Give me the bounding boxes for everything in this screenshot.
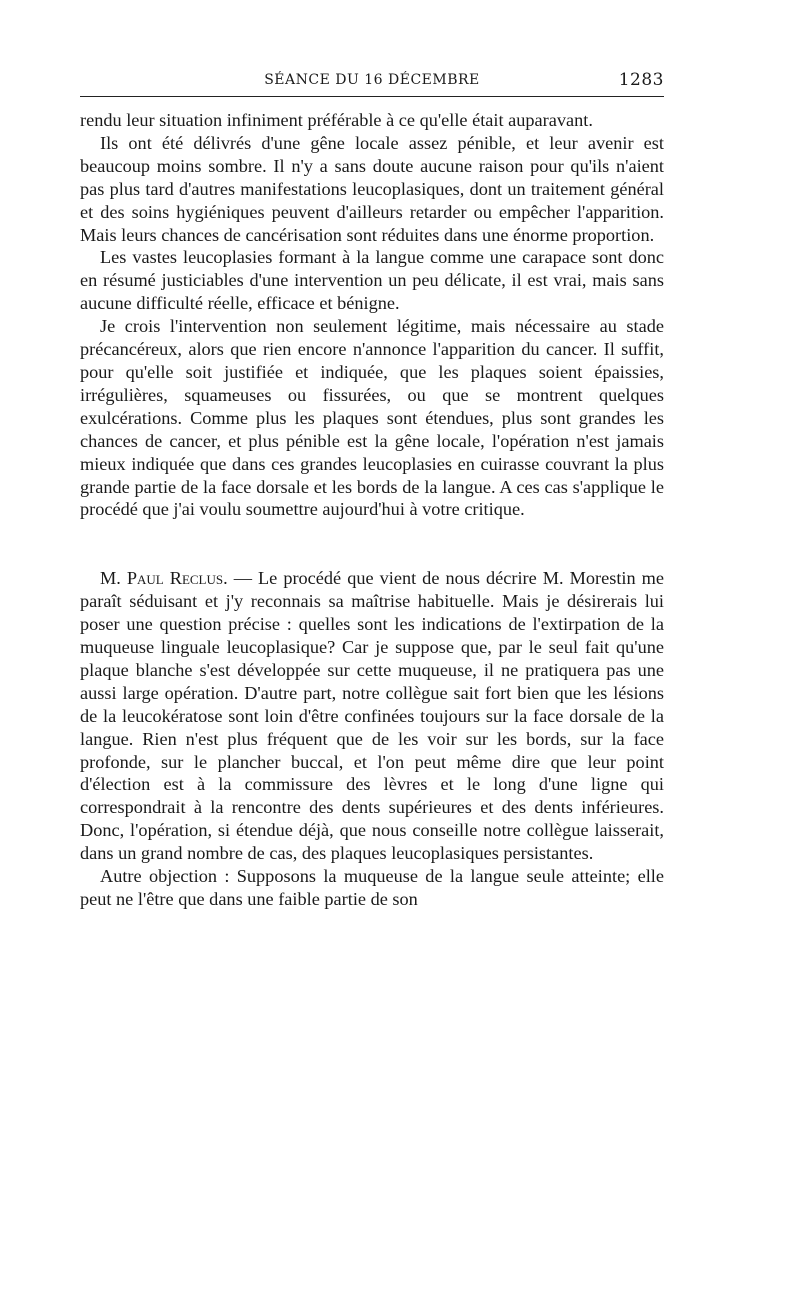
running-head — [80, 62, 664, 97]
paragraph-2: Ils ont été délivrés d'une gêne locale assez pénible, et leur avenir est beaucoup moins sombre. Il n'y a sans doute aucune raison pour qu'ils n'aient pas plus tard d'autres manifestations leucoplasiques, dont un traitement général et des soins hygiéniques peuvent d'ailleurs retarder ou empêcher l'apparition. Mais leurs chances de cancérisation sont réduites dans une énorme proportion. — [80, 132, 664, 245]
closing-paragraph: Autre objection : Supposons la muqueuse de la langue seule atteinte; elle peut ne l'être que dans une faible partie de son — [80, 866, 664, 909]
body-text — [80, 109, 664, 911]
speech-paragraph — [80, 567, 664, 865]
paragraph-4: Je crois l'intervention non seulement légitime, mais nécessaire au stade précancéreux, alors que rien encore n'annonce l'apparition du cancer. Il suffit, pour qu'elle soit justifiée et indiquée, que les plaques soient épaissies, irrégulières, squameuses ou fissurées, ou que se montrent quelques exulcérations. Comme plus les plaques sont étendues, plus sont grandes les chances de cancer, et plus pénible est la gêne locale, l'opération n'est jamais mieux indiquée que dans ces grandes leucoplasies en cuirasse couvrant la plus grande partie de la face dorsale et les bords de la langue. A ces cas s'applique le procédé que j'ai voulu soumettre aujourd'hui à votre critique. — [80, 316, 664, 520]
page-number: 1283 — [618, 70, 664, 90]
paragraph-1: rendu leur situation infiniment préférable à ce qu'elle était auparavant. — [80, 110, 593, 130]
running-title: SÉANCE DU 16 DÉCEMBRE — [264, 72, 480, 88]
speaker-name: M. Paul Reclus. — [100, 568, 228, 589]
speech-text: Le procédé que vient de nous décrire M. Morestin me paraît séduisant et j'y reconnais sa maîtrise habituelle. Mais je désirerais lui poser une question précise : quelles sont les indications de l'extirpation de la muqueuse linguale leucoplasique? Car je suppose que, par le seul fait qu'une plaque blanche s'est développée sur cette muqueuse, il ne pratiquera pas une aussi large opération. D'autre part, notre collègue sait fort bien que les lésions de la leucokératose sont loin d'être confinées toujours sur la face dorsale de la langue. Rien n'est plus fréquent que de les voir sur les bords, sur la face profonde, sur le plancher buccal, et l'on peut même dire que leur point d'élection est à la commissure des lèvres et le long d'une ligne qui correspondrait à la rencontre des dents supérieures et des dents inférieures. Donc, l'opération, si étendue déjà, que nous conseille notre collègue laisserait, dans un grand nombre de cas, des plaques leucoplasiques persistantes. — [80, 568, 664, 864]
speaker-dash: — — [227, 568, 259, 589]
paragraph-3: Les vastes leucoplasies formant à la langue comme une carapace sont donc en résumé justiciables d'une intervention un peu délicate, il est vrai, mais sans aucune difficulté réelle, efficace et bénigne. — [80, 247, 664, 314]
section-gap — [80, 521, 664, 567]
page — [80, 62, 664, 911]
